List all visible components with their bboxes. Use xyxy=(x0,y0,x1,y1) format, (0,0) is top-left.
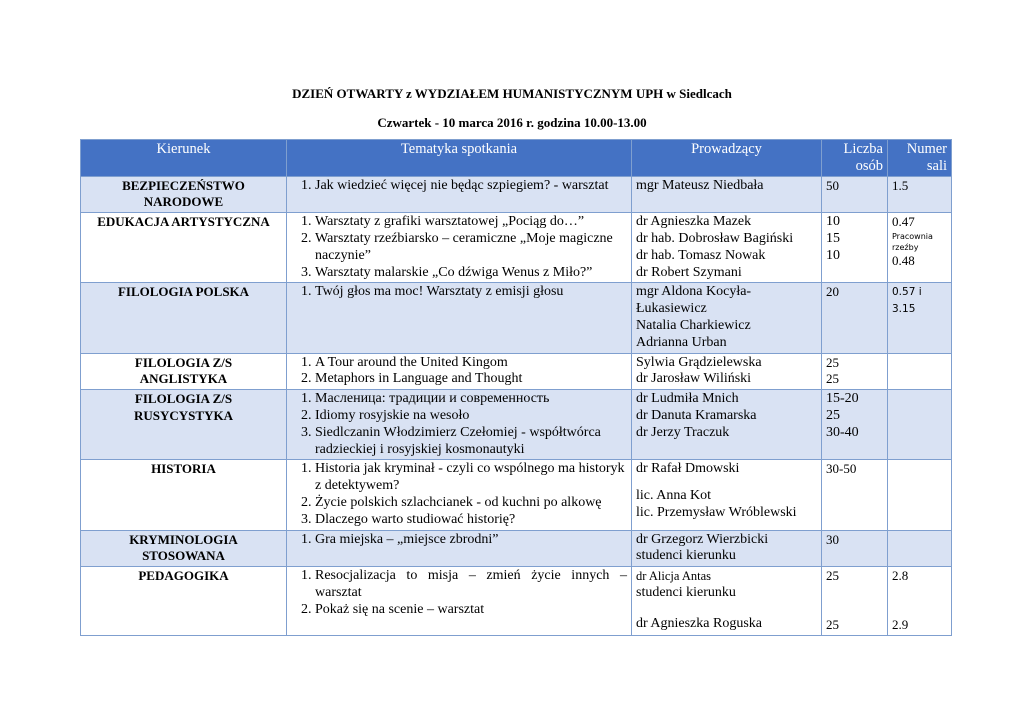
table-row xyxy=(81,530,952,567)
row-kierunek: HISTORIA xyxy=(81,460,287,530)
row-kierunek: FILOLOGIA Z/S RUSYCYSTYKA xyxy=(81,390,287,460)
topic-item: 1. Масленица: традиции и современность xyxy=(315,391,627,408)
table-row xyxy=(81,283,952,353)
topic-item: 3. Warsztaty malarskie „Co dźwiga Wenus z Miło?” xyxy=(315,265,627,282)
row-sala: 1.5 xyxy=(888,176,952,213)
table-row xyxy=(81,390,952,460)
topic-item: 3. Siedlczanin Włodzimierz Czełomiej - współtwórca radzieckiej i rosyjskiej kosmonautyki xyxy=(315,425,627,459)
row-kierunek: FILOLOGIA POLSKA xyxy=(81,283,287,353)
row-topics xyxy=(287,176,632,213)
schedule-table xyxy=(80,139,952,636)
row-topics xyxy=(287,353,632,390)
row-sala xyxy=(888,530,952,567)
row-sala: 0.57 i 3.15 xyxy=(888,283,952,353)
document-subtitle: Czwartek - 10 marca 2016 r. godzina 10.00-13.00 xyxy=(377,115,647,130)
row-topics xyxy=(287,283,632,353)
topic-item: 2. Idiomy rosyjskie na wesoło xyxy=(315,408,627,425)
row-liczba: 30-50 xyxy=(822,460,888,530)
table-row xyxy=(81,353,952,390)
row-kierunek: KRYMINOLOGIA STOSOWANA xyxy=(81,530,287,567)
row-liczba: 25 25 xyxy=(822,353,888,390)
row-topics xyxy=(287,530,632,567)
row-topics xyxy=(287,567,632,636)
topic-item: 1. Resocjalizacja to misja – zmień życie innych – warsztat xyxy=(315,568,627,602)
topic-item: 2. Metaphors in Language and Thought xyxy=(315,371,627,388)
topic-item: 1. Warsztaty z grafiki warsztatowej „Pociąg do…” xyxy=(315,214,627,231)
table-row xyxy=(81,213,952,283)
row-prowadzacy: mgr Aldona Kocyła- Łukasiewicz Natalia Charkiewicz Adrianna Urban xyxy=(632,283,822,353)
row-topics xyxy=(287,213,632,283)
header-tematyka: Tematyka spotkania xyxy=(287,140,632,177)
topic-item: 1. Historia jak kryminał - czyli co wspólnego ma historyk z detektywem? xyxy=(315,461,627,495)
row-prowadzacy: mgr Mateusz Niedbała xyxy=(632,176,822,213)
table-row xyxy=(81,567,952,636)
row-kierunek: PEDAGOGIKA xyxy=(81,567,287,636)
row-kierunek: BEZPIECZEŃSTWO NARODOWE xyxy=(81,176,287,213)
row-prowadzacy: Sylwia Grądzielewska dr Jarosław Wiliński xyxy=(632,353,822,390)
row-prowadzacy: dr Ludmiła Mnich dr Danuta Kramarska dr Jerzy Traczuk xyxy=(632,390,822,460)
header-numer: Numer sali xyxy=(888,140,952,177)
row-liczba: 10 15 10 xyxy=(822,213,888,283)
topic-item: 1. Twój głos ma moc! Warsztaty z emisji głosu xyxy=(315,284,627,301)
topic-item: 2. Życie polskich szlachcianek - od kuchni po alkowę xyxy=(315,495,627,512)
topic-item: 2. Warsztaty rzeźbiarsko – ceramiczne „Moje magiczne naczynie” xyxy=(315,231,627,265)
row-prowadzacy: dr Rafał Dmowski lic. Anna Kot lic. Przemysław Wróblewski xyxy=(632,460,822,530)
table-row xyxy=(81,176,952,213)
row-kierunek: FILOLOGIA Z/S ANGLISTYKA xyxy=(81,353,287,390)
row-sala: 2.8 2.9 xyxy=(888,567,952,636)
row-liczba: 15-20 25 30-40 xyxy=(822,390,888,460)
row-liczba: 30 xyxy=(822,530,888,567)
row-prowadzacy: dr Alicja Antas studenci kierunku dr Agnieszka Roguska xyxy=(632,567,822,636)
topic-item: 1. Gra miejska – „miejsce zbrodni” xyxy=(315,532,627,549)
row-sala xyxy=(888,460,952,530)
row-liczba: 50 xyxy=(822,176,888,213)
row-prowadzacy: dr Agnieszka Mazek dr hab. Dobrosław Bagiński dr hab. Tomasz Nowak dr Robert Szymani xyxy=(632,213,822,283)
row-topics xyxy=(287,460,632,530)
row-sala xyxy=(888,390,952,460)
topic-item: 1. A Tour around the United Kingom xyxy=(315,355,627,372)
table-header-row xyxy=(81,140,952,177)
row-liczba: 20 xyxy=(822,283,888,353)
header-liczba: Liczba osób xyxy=(822,140,888,177)
topic-item: 3. Dlaczego warto studiować historię? xyxy=(315,512,627,529)
header-kierunek: Kierunek xyxy=(81,140,287,177)
row-sala: 0.47 Pracownia rzeźby 0.48 xyxy=(888,213,952,283)
row-sala xyxy=(888,353,952,390)
table-row xyxy=(81,460,952,530)
row-liczba: 25 25 xyxy=(822,567,888,636)
row-prowadzacy: dr Grzegorz Wierzbicki studenci kierunku xyxy=(632,530,822,567)
topic-item: 2. Pokaż się na scenie – warsztat xyxy=(315,602,627,619)
row-kierunek: EDUKACJA ARTYSTYCZNA xyxy=(81,213,287,283)
header-prowadzacy: Prowadzący xyxy=(632,140,822,177)
document-title: DZIEŃ OTWARTY z WYDZIAŁEM HUMANISTYCZNYM UPH w Siedlcach xyxy=(292,86,732,101)
row-topics xyxy=(287,390,632,460)
topic-item: 1. Jak wiedzieć więcej nie będąc szpiegiem? - warsztat xyxy=(315,178,627,195)
